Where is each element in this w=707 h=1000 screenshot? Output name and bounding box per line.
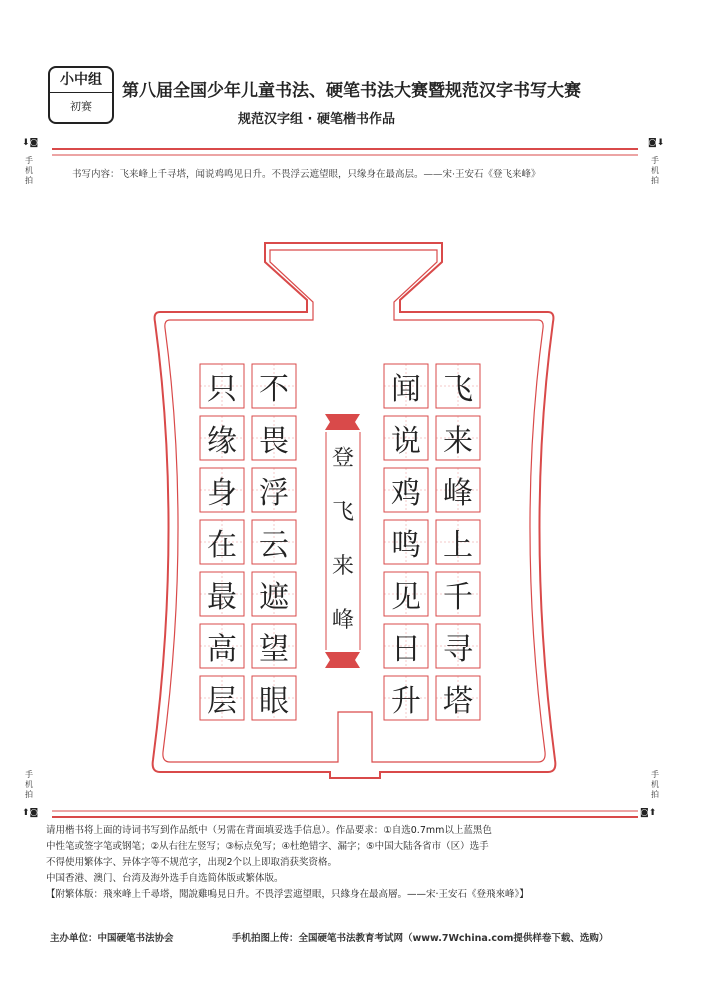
page-subtitle: 规范汉字组 · 硬笔楷书作品 <box>238 112 395 127</box>
instruction-line-2: 中性笔或签字笔或钢笔；②从右往左竖写；③标点免写；④杜绝错字、漏字；⑤中国大陆各省市（区）选手 <box>46 841 489 852</box>
arrow-up-icon: ⬆ <box>648 808 657 818</box>
poem-character: 浮 <box>259 476 289 511</box>
poem-character: 升 <box>391 684 421 719</box>
arrow-up-icon: ⬆ <box>22 808 30 818</box>
poem-character: 见 <box>391 580 421 615</box>
poem-character: 最 <box>207 580 237 615</box>
poem-character: 在 <box>207 528 237 563</box>
phone-label-bottom-right: 手机拍 <box>651 770 659 799</box>
poem-character: 千 <box>443 580 473 615</box>
camera-icon: ◙ <box>29 138 39 148</box>
poem-character: 寻 <box>443 632 473 667</box>
footer-upload: 手机拍图上传：全国硬笔书法教育考试网（www.7Wchina.com提供样卷下载、选购） <box>232 933 609 944</box>
poem-character: 层 <box>207 684 237 719</box>
poem-title-character: 峰 <box>331 607 354 633</box>
poem-character: 鸡 <box>391 476 421 511</box>
poem-character: 遮 <box>259 580 289 615</box>
poem-character: 望 <box>259 632 289 667</box>
banner-bottom-ribbon <box>325 652 360 668</box>
poem-character: 畏 <box>259 424 289 459</box>
camera-icon: ◙ <box>640 808 649 818</box>
camera-icon: ◙ <box>29 808 39 818</box>
phone-label-bottom-left: 手机拍 <box>25 770 33 799</box>
poem-character: 缘 <box>207 424 237 459</box>
poem-character: 飞 <box>443 372 473 407</box>
poem-character: 塔 <box>443 684 473 719</box>
poem-title-character: 来 <box>331 553 354 579</box>
instruction-line-5: 【附繁体版：飛來峰上千尋塔，聞說雞鳴見日升。不畏浮雲遮望眼，只緣身在最高層。——宋·王安石《登飛來峰》】 <box>46 889 529 900</box>
poem-character: 说 <box>391 424 421 459</box>
footer-organizer: 主办单位：中国硬笔书法协会 <box>50 933 174 944</box>
poem-character: 云 <box>259 528 289 563</box>
poem-title-character: 登 <box>331 445 354 471</box>
poem-character: 身 <box>207 476 237 511</box>
poem-character: 鸣 <box>391 528 421 563</box>
instruction-line-1: 请用楷书将上面的诗词书写到作品纸中（另需在背面填妥选手信息）。作品要求：①自选0.7mm以上蓝黑色 <box>46 825 492 836</box>
poem-character: 来 <box>443 424 473 459</box>
poem-title-character: 飞 <box>331 499 354 525</box>
instruction-line-4: 中国香港、澳门、台湾及海外选手自选简体版或繁体版。 <box>46 873 284 884</box>
poem-character: 只 <box>207 372 237 407</box>
badge-stage: 初赛 <box>70 100 92 113</box>
poem-character: 上 <box>443 528 473 563</box>
phone-label-top-right: 手机拍 <box>651 156 659 185</box>
banner-top-ribbon <box>325 414 360 430</box>
poem-character: 闻 <box>391 372 421 407</box>
arrow-down-icon: ⬇ <box>656 138 665 148</box>
poem-character: 眼 <box>259 684 289 719</box>
arrow-down-icon: ⬇ <box>22 138 30 148</box>
poem-character: 峰 <box>443 476 473 511</box>
badge-group: 小中组 <box>50 68 112 93</box>
poem-character: 高 <box>207 632 237 667</box>
camera-icon: ◙ <box>648 138 657 148</box>
poem-character: 日 <box>391 632 421 667</box>
instruction-line-3: 不得使用繁体字、异体字等不规范字，出现2个以上即取消获奖资格。 <box>46 857 338 868</box>
writing-content-line: 书写内容：飞来峰上千寻塔，闻说鸡鸣见日升。不畏浮云遮望眼，只缘身在最高层。——宋·王安石《登飞来峰》 <box>72 169 541 180</box>
poem-character: 不 <box>259 372 289 407</box>
page-title: 第八届全国少年儿童书法、硬笔书法大赛暨规范汉字书写大赛 <box>122 81 581 101</box>
phone-label-top-left: 手机拍 <box>25 156 33 185</box>
